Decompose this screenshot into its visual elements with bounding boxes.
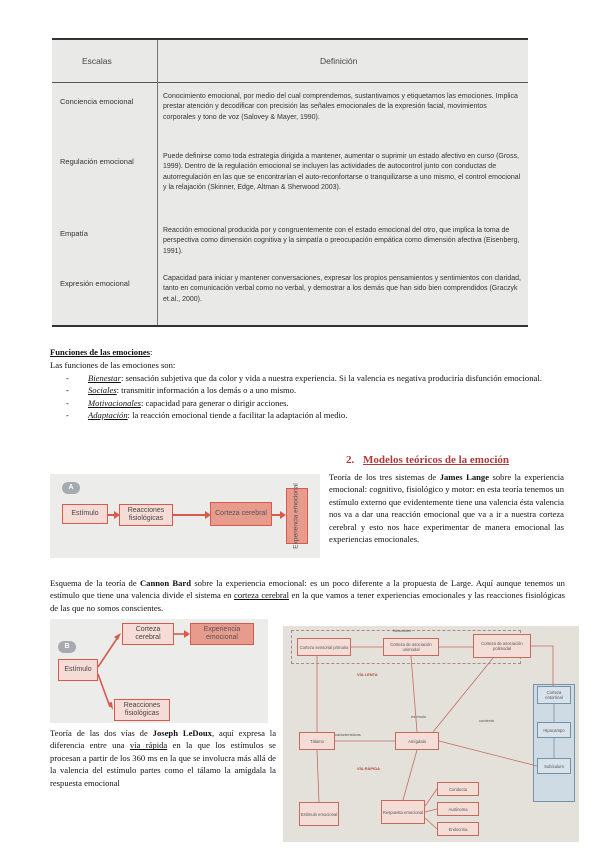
bullet: - [66, 373, 69, 383]
diagram-b-arrows [50, 619, 268, 723]
function-term: Adaptación [88, 410, 128, 421]
table-row-definition: Capacidad para iniciar y mantener conversaciones, expresar los propios pensamientos y sentimientos con claridad, tanto en comunicación verbal como no verbal, y demostrar a los demás que han sido bien comprendidos (Graczyk et.al., 2000). [163, 275, 521, 303]
emotional-response-box: Respuesta emocional [381, 800, 425, 824]
endocrine-box: Endocrina [437, 822, 479, 836]
amygdala-box: Amígdala [395, 732, 439, 750]
emotional-experience-box: Experiencia emocional [190, 623, 254, 645]
emotional-experience-label: Experiencia emocional [293, 483, 300, 549]
cannon-bard-paragraph [50, 577, 565, 614]
arrow [98, 674, 110, 707]
table-column-divider [157, 40, 158, 325]
diagram-label: B [58, 641, 76, 653]
sensory-cortex-box: Corteza sensorial primaria [297, 638, 351, 656]
author-name: Joseph LeDoux [152, 728, 212, 738]
neocortex-label: Neocórtex [393, 628, 412, 633]
underlined-term: vía rápida [129, 740, 168, 751]
paragraph-text: en la que los estímulos se procesan a partir de los 360 ms en la que se involucra más allá de la valencia del estímulo partes como el tálamo la amígdala la respuesta emocional [50, 740, 276, 788]
cortex-box: Corteza cerebral [122, 623, 174, 645]
table-row-definition: Reacción emocional producida por y congruentemente con el estado emocional del otro, que implica la toma de perspectiva como dimensión cognitiva y la simpatía o preocupación empática como dimensión afectiva (Eisenberg, 1991). [163, 227, 520, 255]
ledoux-connector-lines [283, 626, 579, 842]
physiological-reactions-box: Reacciones fisiológicas [119, 504, 173, 526]
table-header-scale: Escalas [82, 56, 112, 66]
diagram-a-james-lange [50, 474, 320, 558]
physiological-reactions-box: Reacciones fisiológicas [114, 699, 170, 721]
entorhinal-cortex-box: Corteza entorrinal [537, 686, 571, 704]
table-row-scale: Conciencia emocional [60, 97, 134, 106]
table-row-definition: Puede definirse como toda estrategia dirigida a mantener, aumentar o suprimir un estado afectivo en curso (Gross, 1999). Dentro de la regulación emocional se incluyen las actividades de autocontrol junto con conductas de autorregulación en las que se encontrarían el auto-reconfortarse o tranquilizarse a uno mismo, el control emocional y la relajación (Skinner, Edge, Altman & Sherwood 2003). [163, 153, 521, 191]
list-item [66, 384, 564, 396]
stimulus-box: Estímulo [62, 504, 108, 524]
section-title: Modelos teóricos de la emoción [363, 454, 510, 466]
function-term: Sociales [88, 385, 117, 396]
author-name: Cannon Bard [139, 578, 192, 588]
arrowhead [108, 702, 113, 710]
table-row-scale: Empatía [60, 229, 88, 238]
context-label: contexto [479, 718, 495, 723]
bullet: - [66, 410, 69, 421]
bullet: - [66, 385, 69, 396]
functions-heading-line [50, 346, 565, 358]
underlined-term: corteza cerebral [234, 590, 289, 601]
connector [403, 750, 417, 800]
paragraph-text: en la que vamos a tener experiencias emocionales y las reacciones fisiológicas de las que no somos conscientes. [50, 590, 566, 613]
emotional-scales-table [52, 38, 528, 327]
autonomic-box: Autónoma [437, 802, 479, 816]
bullet: - [66, 397, 69, 408]
thalamus-box: Tálamo [299, 732, 335, 750]
ledoux-two-pathways-figure [283, 626, 579, 842]
paragraph-text: sobre la experiencia emocional: cognitivo, fisiológico y motor: en esta teoría tenemos un estímulo externo que evidentemente tiene una valencia ésta valencia nos va a dar una reacción emocional que va a ir a nuestra corteza cerebral y esto nos hace experimentar de manera emocional las experiencias emocionales. [329, 472, 564, 545]
function-term: Motivacionales [88, 397, 141, 408]
table-row-definition: Conocimiento emocional, por medio del cual comprendemos, sustantivamos y etiquetamos las emociones. Implica prestar atención y decodificar con precisión las señales emocionales de la expresión facial, movimientos corporales y tono de voz (Salovey & Mayer, 1990). [163, 93, 518, 121]
james-lange-paragraph [329, 471, 564, 545]
paragraph-text: Teoría de las dos vías de [50, 728, 153, 738]
connector [425, 789, 437, 806]
paragraph-text: sobre la experiencia emocional: es un poco diferente a la propuesta de Large. Aquí aunque tenemos un estímulo que tiene una valencia divide el sistema en [50, 578, 565, 601]
author-name: James Lange [439, 472, 490, 482]
emotional-experience-box [286, 483, 308, 549]
subiculum-box: Subículum [537, 758, 571, 774]
cortex-box: Corteza cerebral [210, 502, 272, 526]
behaviour-box: Conducta [437, 782, 479, 796]
arrow [173, 514, 209, 516]
paragraph-text: Teoría de los tres sistemas de [329, 472, 440, 482]
hippocampus-box: Hipocampo [537, 722, 571, 738]
functions-heading-colon: : [150, 347, 153, 357]
function-text: : transmitir información a los demás o a uno mismo. [116, 385, 297, 396]
polymodal-cortex-box: Corteza de asociación polimodal [473, 634, 531, 658]
connector [425, 809, 437, 812]
functions-list [66, 372, 564, 422]
diagram-label: A [62, 482, 80, 494]
arrow [98, 637, 118, 667]
list-item [66, 409, 564, 421]
connector [439, 741, 537, 766]
stimulus-box: Estímulo [58, 659, 98, 681]
function-text: : capacidad para generar o dirigir acciones. [140, 397, 289, 408]
paragraph-text: , aquí expresa la diferencia entre una [50, 728, 277, 751]
characteristics-label: características [335, 732, 361, 737]
functions-heading: Funciones de las emociones [50, 347, 151, 357]
stimulus-label: estímulo [411, 714, 427, 719]
slow-path-label: VÍA LENTA [357, 672, 378, 677]
function-text: : la reacción emocional tiende a facilitar la adaptación al medio. [127, 410, 348, 421]
functions-intro: Las funciones de las emociones son: [50, 360, 176, 370]
table-row-scale: Regulación emocional [60, 157, 134, 166]
section-number: 2. [346, 454, 355, 466]
function-text: : sensación subjetiva que da color y vida a nuestra experiencia. Si la valencia es negativa produciría disfunción emocional. [120, 373, 542, 383]
connector [531, 646, 553, 686]
table-header-divider [52, 82, 528, 83]
list-item [66, 372, 564, 384]
connector [317, 750, 319, 802]
arrowhead [184, 630, 190, 638]
association-cortex-box: Corteza de asociación unimodal [383, 638, 439, 656]
paragraph-text: Esquema de la teoría de [50, 578, 140, 588]
connector [411, 656, 417, 732]
diagram-b-cannon-bard [50, 619, 268, 723]
section-2-heading [346, 454, 509, 466]
arrowhead [114, 633, 121, 640]
function-term: Bienestar [88, 373, 121, 383]
ledoux-paragraph [50, 727, 276, 789]
list-item [66, 397, 564, 409]
connector [425, 818, 437, 829]
connector [433, 658, 493, 732]
arrow [272, 514, 284, 516]
table-header-definition: Definición [320, 56, 358, 66]
fast-path-label: VÍA RÁPIDA [357, 766, 380, 771]
emotional-stimulus-box: Estímulo emocional [299, 802, 339, 826]
arrow [108, 514, 118, 516]
table-row-scale: Expresión emocional [60, 279, 130, 288]
